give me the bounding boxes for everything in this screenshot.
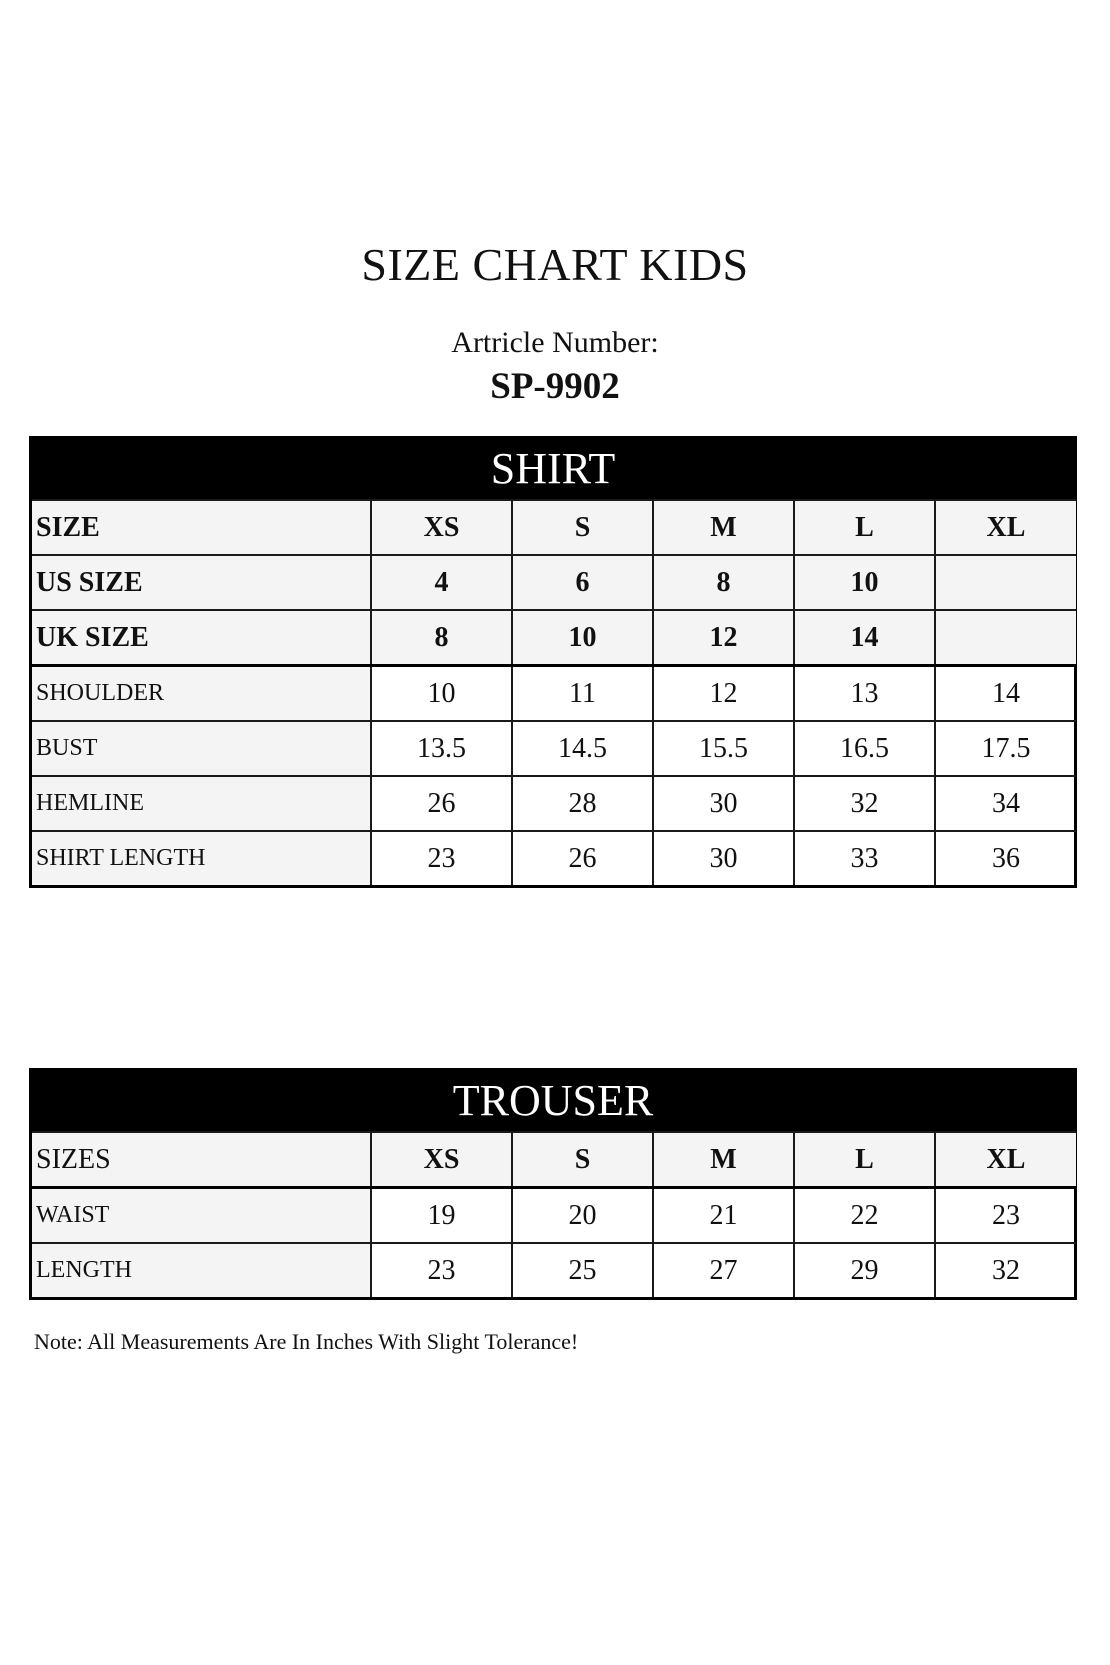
- row-label: SIZES: [32, 1132, 371, 1188]
- trouser-size-row: [32, 1132, 1076, 1188]
- row-label: US SIZE: [32, 555, 371, 610]
- row-label: WAIST: [32, 1188, 371, 1244]
- row-label: SIZE: [32, 500, 371, 555]
- measurement-cell: 26: [512, 831, 653, 885]
- measurement-cell: 10: [371, 666, 512, 722]
- measurement-cell: 28: [512, 776, 653, 831]
- measurement-cell: 13.5: [371, 721, 512, 776]
- shirt-measurement-row: [32, 666, 1076, 722]
- size-cell: L: [794, 1132, 935, 1188]
- measurement-cell: 29: [794, 1243, 935, 1297]
- size-cell: XS: [371, 1132, 512, 1188]
- trouser-measurement-row: [32, 1243, 1076, 1297]
- measurement-cell: 19: [371, 1188, 512, 1244]
- measurement-cell: 27: [653, 1243, 794, 1297]
- shirt-size-row: [32, 500, 1076, 555]
- measurement-cell: 12: [653, 666, 794, 722]
- size-cell: 4: [371, 555, 512, 610]
- measurement-cell: 23: [371, 831, 512, 885]
- measurement-cell: 30: [653, 831, 794, 885]
- size-cell: 14: [794, 610, 935, 666]
- size-cell: S: [512, 1132, 653, 1188]
- row-label: HEMLINE: [32, 776, 371, 831]
- measurement-cell: 21: [653, 1188, 794, 1244]
- shirt-table-header: SHIRT: [32, 439, 1074, 499]
- row-label: SHOULDER: [32, 666, 371, 722]
- measurement-cell: 23: [935, 1188, 1076, 1244]
- row-label: UK SIZE: [32, 610, 371, 666]
- size-cell: L: [794, 500, 935, 555]
- measurement-cell: 22: [794, 1188, 935, 1244]
- size-cell: 12: [653, 610, 794, 666]
- trouser-table-header: TROUSER: [32, 1071, 1074, 1131]
- measurement-cell: 33: [794, 831, 935, 885]
- shirt-size-table: [29, 436, 1077, 888]
- shirt-uk-size-row: [32, 610, 1076, 666]
- measurement-cell: 20: [512, 1188, 653, 1244]
- measurement-cell: 15.5: [653, 721, 794, 776]
- size-cell: M: [653, 1132, 794, 1188]
- row-label: BUST: [32, 721, 371, 776]
- measurement-cell: 14.5: [512, 721, 653, 776]
- size-cell: XL: [935, 500, 1076, 555]
- measurement-cell: 36: [935, 831, 1076, 885]
- measurement-cell: 17.5: [935, 721, 1076, 776]
- article-number-label: Artricle Number:: [451, 326, 659, 359]
- size-cell: [935, 610, 1076, 666]
- measurement-cell: 25: [512, 1243, 653, 1297]
- measurement-cell: 26: [371, 776, 512, 831]
- size-cell: 10: [512, 610, 653, 666]
- page-title: SIZE CHART KIDS: [361, 239, 749, 290]
- measurement-cell: 34: [935, 776, 1076, 831]
- size-cell: 6: [512, 555, 653, 610]
- size-cell: [935, 555, 1076, 610]
- size-cell: 8: [371, 610, 512, 666]
- row-label: LENGTH: [32, 1243, 371, 1297]
- size-cell: XS: [371, 500, 512, 555]
- shirt-measurement-row: [32, 721, 1076, 776]
- measurement-cell: 32: [794, 776, 935, 831]
- trouser-measurement-row: [32, 1188, 1076, 1244]
- shirt-measurement-row: [32, 831, 1076, 885]
- row-label: SHIRT LENGTH: [32, 831, 371, 885]
- measurement-cell: 30: [653, 776, 794, 831]
- size-cell: 8: [653, 555, 794, 610]
- shirt-us-size-row: [32, 555, 1076, 610]
- measurement-cell: 11: [512, 666, 653, 722]
- trouser-size-table: [29, 1068, 1077, 1300]
- size-cell: XL: [935, 1132, 1076, 1188]
- measurement-cell: 14: [935, 666, 1076, 722]
- size-cell: S: [512, 500, 653, 555]
- size-cell: 10: [794, 555, 935, 610]
- measurement-cell: 32: [935, 1243, 1076, 1297]
- measurement-cell: 16.5: [794, 721, 935, 776]
- shirt-measurement-row: [32, 776, 1076, 831]
- article-number: SP-9902: [490, 366, 620, 407]
- measurement-note: Note: All Measurements Are In Inches With Slight Tolerance!: [34, 1329, 579, 1354]
- measurement-cell: 23: [371, 1243, 512, 1297]
- size-cell: M: [653, 500, 794, 555]
- measurement-cell: 13: [794, 666, 935, 722]
